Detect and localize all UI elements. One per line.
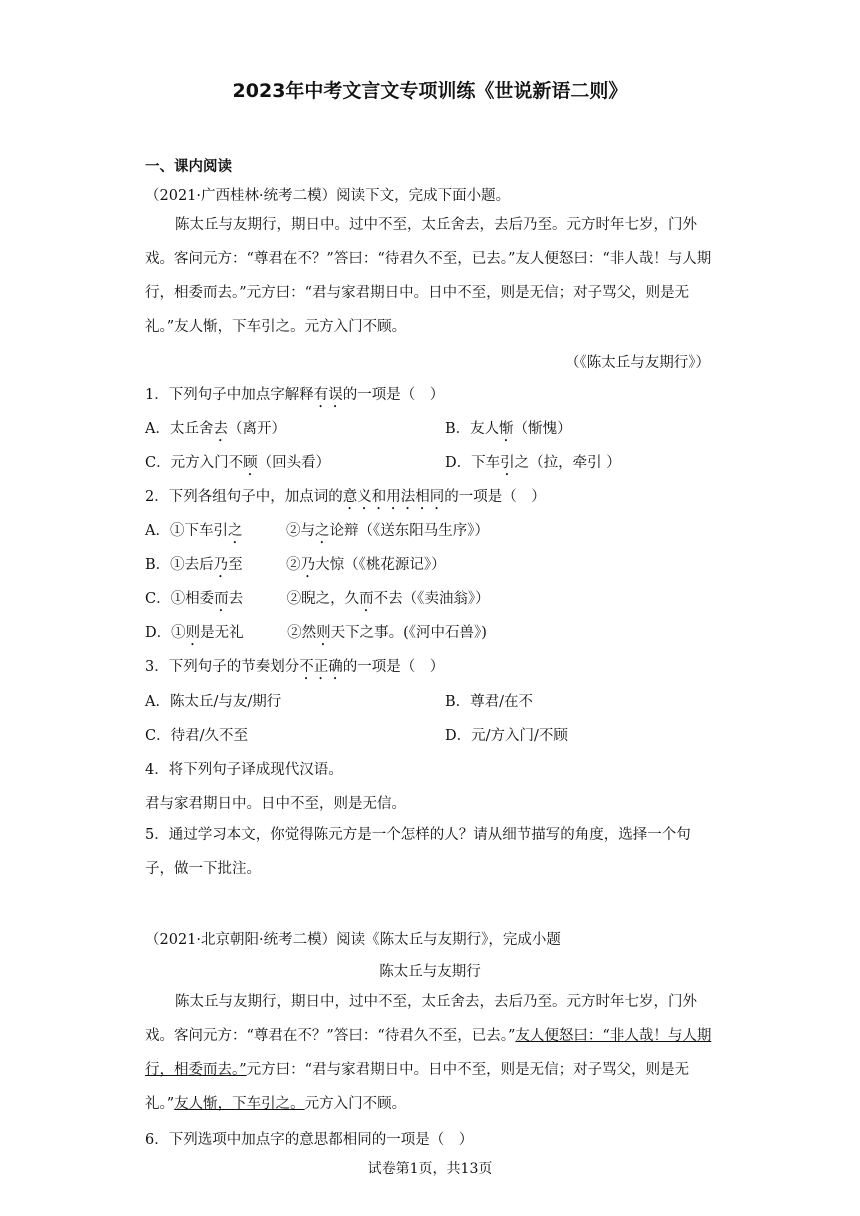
question-5: 5．通过学习本文，你觉得陈元方是一个怎样的人？请从细节描写的角度，选择一个句子，做一下批注。 — [145, 827, 691, 877]
section-heading: 一、课内阅读 — [145, 159, 232, 175]
page-footer: 试卷第1页，共13页 — [367, 1161, 493, 1177]
passage1-text: 陈太丘与友期行，期日中。过中不至，太丘舍去，去后乃至。元方时年七岁，门外戏。客问元方：“尊君在不？”答曰：“待君久不至，已去。”友人便怒曰：“非人哉！与人期行，相委而去。”元方曰：“君与家君期日中。日中不至，则是无信；对子骂父，则是无礼。”友人惭，下车引之。元方入门不顾。 — [145, 217, 712, 335]
q3-option-c: C．待君/久不至 — [145, 728, 248, 744]
q2-option-c: C．①相委而去 ②睨之，久而不去（《卖油翁》） — [145, 591, 490, 607]
q1-option-d: D．下车引之（拉，牵引 ） — [445, 455, 621, 471]
passage1-intro: （2021·广西桂林·统考二模）阅读下文，完成下面小题。 — [145, 188, 511, 204]
question-4: 4．将下列句子译成现代汉语。 — [145, 762, 343, 778]
question-2: 2．下列各组句子中，加点词的意义和用法相同的一项是（ ） — [145, 489, 546, 505]
q2-option-a: A．①下车引之 ②与之论辩（《送东阳马生序》） — [145, 523, 489, 539]
passage2-intro: （2021·北京朝阳·统考二模）阅读《陈太丘与友期行》，完成小题 — [145, 932, 561, 948]
passage2-text: 陈太丘与友期行，期日中，过中不至，太丘舍去，去后乃至。元方时年七岁，门外戏。客问元方：“尊君在不？”答曰：“待君久不至，已去。”友人便怒曰：“非人哉！与人期行，相委而去。”元方曰：“君与家君期日中。日中不至，则是无信；对子骂父，则是无礼。”友人惭，下车引之。元方入门不顾。 — [145, 994, 712, 1112]
q1-option-a: A．太丘舍去（离开） — [145, 421, 286, 437]
page-title: 2023年中考文言文专项训练《世说新语二则》 — [232, 80, 628, 102]
underlined-sentence: 友人惭，下车引之。 — [174, 1096, 305, 1112]
q3-option-b: B．尊君/在不 — [445, 694, 534, 710]
q4-sentence: 君与家君期日中。日中不至，则是无信。 — [145, 796, 406, 812]
passage1-source: （《陈太丘与友期行》） — [565, 355, 710, 371]
question-1: 1．下列句子中加点字解释有误的一项是（ ） — [145, 387, 445, 403]
q1-option-b: B．友人惭（惭愧） — [445, 421, 572, 437]
q3-option-d: D．元/方入门/不顾 — [445, 728, 568, 744]
q3-option-a: A．陈太丘/与友/期行 — [145, 694, 282, 710]
q2-option-d: D．①则是无礼 ②然则天下之事。(《河中石兽》) — [145, 625, 487, 641]
q2-option-b: B．①去后乃至 ②乃大惊（《桃花源记》） — [145, 557, 446, 573]
underlined-sentence: 友人便怒曰：“非人哉！与人期行，相委而去。” — [145, 1028, 712, 1078]
question-3: 3．下列句子的节奏划分不正确的一项是（ ） — [145, 659, 445, 675]
passage2-title: 陈太丘与友期行 — [379, 964, 481, 980]
q1-option-c: C．元方入门不顾（回头看） — [145, 455, 331, 471]
question-6: 6．下列选项中加点字的意思都相同的一项是（ ） — [145, 1132, 474, 1148]
